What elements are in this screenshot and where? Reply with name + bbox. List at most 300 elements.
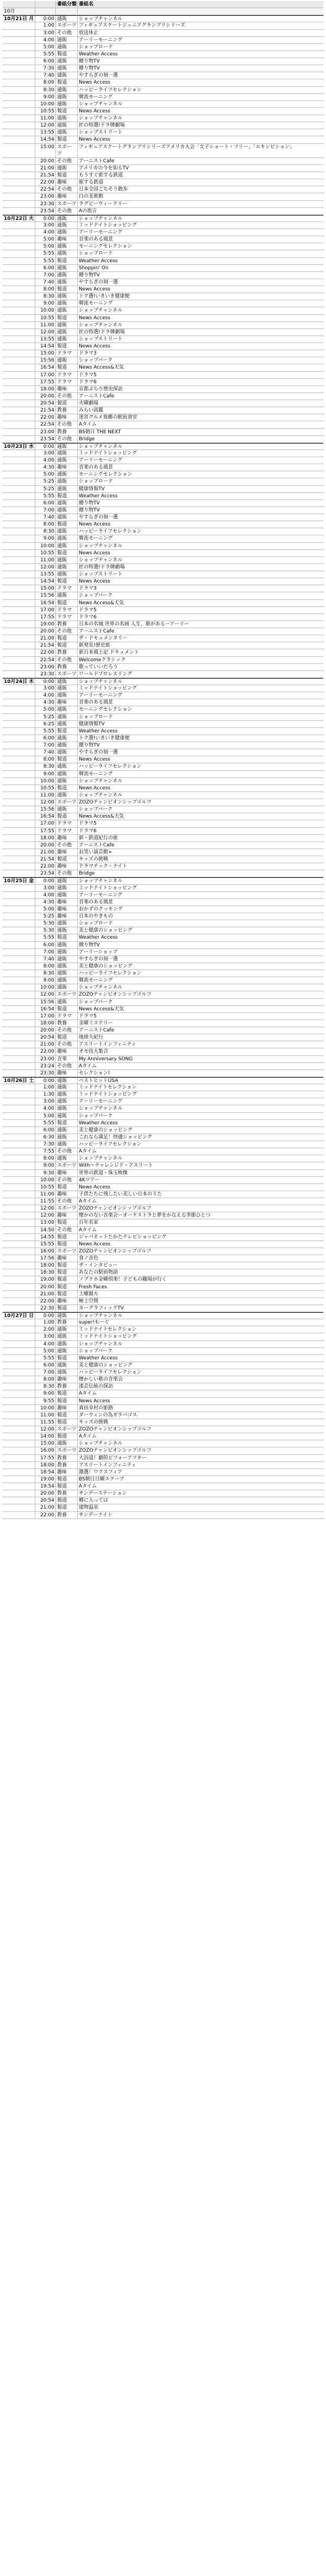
program-time: 4:00 [35,1341,56,1347]
program-time: 17:55 [35,614,56,621]
program-time: 5:25 [35,714,56,720]
program-title: やすらぎの刻一選 [79,750,118,756]
program-time: 21:54 [35,172,56,179]
program-time: 1:00 [35,1084,56,1091]
day-label [3,1219,35,1226]
day-label [3,1305,35,1312]
table-row [3,1440,323,1447]
day-label [3,792,35,799]
day-label [3,1148,35,1155]
program-title: 子供たちに残したい美しい日本のうた [79,1191,162,1197]
day-label [3,1120,35,1126]
program-title: ショップチャンネル [79,216,123,221]
day-label [3,450,35,457]
table-row [3,108,323,115]
program-time: 22:00 [35,863,56,870]
program-genre: ドラマ [56,379,78,385]
day-label [3,628,35,635]
program-genre: 通販 [56,878,78,884]
table-row [3,642,323,649]
table-row [3,699,323,706]
program-time: 22:00 [35,1512,56,1518]
program-title: ハッピーライフセレクション [79,971,142,977]
program-time: 6:00 [35,265,56,271]
program-time: 7:30 [35,65,56,72]
program-time: 16:54 [35,600,56,606]
table-row [3,1191,323,1198]
program-genre: その他 [56,30,78,36]
day-label [3,407,35,414]
program-time: 7:40 [35,749,56,756]
program-time: 21:54 [35,856,56,863]
program-genre: 通販 [56,229,78,236]
program-title: ショップチャンネル [79,985,123,991]
program-time: 0:00 [35,16,56,22]
program-title: アーリーモーニング [79,693,123,699]
day-label [3,706,35,713]
program-title: ノブナホ金曜倶楽！子どもの職場が行く [79,1277,167,1283]
program-title: ショップチャンネル [79,792,123,798]
table-row [3,1312,323,1319]
day-label [3,963,35,970]
table-row [3,1269,323,1276]
program-time: 23:30 [35,1070,56,1077]
program-title: 懐かのない音楽会ーオーケストラと夢をかなえる季節ひとつ [79,1213,211,1219]
table-row [3,956,323,963]
day-label [3,856,35,863]
table-row [3,450,323,457]
table-row [3,258,323,265]
day-label [3,1383,35,1390]
program-title: 建物温泉 [79,1505,99,1511]
program-time: 7:30 [35,1141,56,1148]
day-label [3,1105,35,1112]
table-row [3,678,323,685]
day-label [3,1390,35,1397]
program-genre: 通販 [56,1134,78,1141]
program-genre: 通販 [56,528,78,535]
program-time: 17:55 [35,1455,56,1461]
program-time: 6:00 [35,1127,56,1134]
program-title: With～チャレンジド・アスリート [79,1163,153,1169]
day-label [3,1469,35,1476]
program-title: 火曜劇場 [79,401,99,407]
program-title: 美と健康のショッピング [79,963,133,969]
program-time: 11:55 [35,1419,56,1426]
program-title: サンデーナイト [79,1512,112,1518]
day-label [3,464,35,471]
program-genre: 報道 [56,258,78,264]
program-genre: 通販 [56,115,78,122]
program-time: 14:54 [35,136,56,143]
table-row [3,293,323,300]
table-row [3,685,323,692]
program-title: アーニストCafe [79,393,115,399]
program-genre: 報道 [56,934,78,941]
program-title: 韓流モーニング [79,94,113,100]
table-row [3,44,323,51]
program-title: ショップチャンネル [79,322,123,328]
program-genre: 通販 [56,329,78,336]
program-time: 14:50 [35,1227,56,1233]
program-title: ミッドナイトショッピング [79,686,137,692]
day-label [3,265,35,271]
program-time: 10:55 [35,108,56,115]
day-label [3,778,35,784]
table-row [3,1447,323,1454]
program-genre: ドラマ [56,828,78,834]
day-label [3,372,35,378]
day-label [3,913,35,920]
program-genre: スポーツ [56,1162,78,1169]
program-title: 美と健康のショッピング [79,1362,133,1368]
table-row [3,172,323,179]
program-title: フィギュアスケートジュニアグランプリシリーズ [79,23,185,29]
program-genre: 通販 [56,307,78,314]
program-title: ショップパーク [79,1348,113,1354]
table-row [3,379,323,386]
table-row [3,1433,323,1440]
program-title: ハッピーライフセレクション [79,1142,142,1148]
program-title: 韓流モーニング [79,301,113,307]
program-time: 23:00 [35,193,56,200]
program-title: アーリーモーニング [79,1099,123,1105]
table-row [3,37,323,44]
program-time: 18:00 [35,1020,56,1027]
program-time: 22:00 [35,1048,56,1055]
program-time: 7:00 [35,1369,56,1376]
day-label: 10月25日 金 [3,878,35,884]
program-time: 5:00 [35,1113,56,1119]
program-title: ドラマ3 [79,351,97,357]
table-row [3,578,323,585]
program-title: ショップストリート [79,130,123,136]
day-label [3,621,35,628]
day-label [3,842,35,849]
program-title: News Access [79,287,110,293]
program-title: ショップロード [79,479,113,485]
day-label [3,322,35,328]
day-label [3,1091,35,1098]
table-row [3,1284,323,1291]
day-label [3,1497,35,1504]
table-row [3,236,323,243]
table-row [3,1063,323,1070]
table-row [3,671,323,678]
table-row [3,250,323,257]
day-label [3,906,35,913]
program-title: 土曜親方 [79,1291,99,1297]
table-row [3,1512,323,1519]
program-time: 19:54 [35,1483,56,1490]
program-time: 10:55 [35,785,56,792]
program-time: 10:00 [35,984,56,991]
program-genre: 通販 [56,956,78,963]
table-row [3,749,323,756]
program-genre: 教養 [56,407,78,414]
program-genre: 報道 [56,1305,78,1312]
day-label [3,692,35,699]
day-label [3,1476,35,1483]
program-time: 22:54 [35,421,56,428]
table-row [3,493,323,500]
table-row [3,429,323,436]
table-row [3,343,323,350]
program-genre: 通販 [56,222,78,229]
program-time: 10:55 [35,315,56,321]
day-label [3,771,35,777]
table-row [3,1056,323,1063]
program-time: 7:40 [35,279,56,286]
day-label: 10月26日 土 [3,1078,35,1084]
day-label [3,735,35,742]
program-time: 17:56 [35,1255,56,1262]
day-label [3,849,35,856]
program-genre: 趣味 [56,1212,78,1219]
program-genre: スポーツ [56,799,78,806]
program-title: ワールドプロレスリング [79,671,133,677]
program-title: ショップパーク [79,807,113,813]
program-time: 23:54 [35,436,56,442]
program-title: ザ・インタビュー [79,1263,118,1269]
program-time: 5:55 [35,1120,56,1126]
program-genre: 通販 [56,122,78,129]
program-genre: 通販 [56,1362,78,1369]
table-row [3,870,323,877]
program-title: News Access&天気 [79,1006,124,1012]
table-row [3,899,323,906]
program-time: 14:54 [35,578,56,585]
program-time: 23:30 [35,201,56,207]
day-label [3,72,35,79]
program-title: Weather Access [79,1355,118,1361]
day-label [3,286,35,293]
day-label [3,1191,35,1198]
program-genre: 通販 [56,279,78,286]
program-time: 8:30 [35,293,56,300]
program-title: アメリカの今を知るTV [79,165,129,171]
program-title: ドラマ5 [79,372,97,378]
day-label [3,79,35,86]
program-title: super!もーぐ [79,1320,109,1326]
program-time: 4:00 [35,892,56,898]
program-time: 17:55 [35,828,56,834]
day-label [3,671,35,678]
day-label [3,186,35,193]
table-row [3,614,323,621]
day-label [3,1398,35,1404]
program-time: 0:00 [35,878,56,884]
table-row [3,421,323,428]
day-label [3,1362,35,1369]
table-row [3,1333,323,1340]
program-time: 14:54 [35,343,56,350]
header-title: 番組名 [79,2,94,7]
program-time: 10:00 [35,778,56,784]
schedule-rows [3,15,323,1518]
program-genre: 教養 [56,429,78,435]
table-row [3,1098,323,1105]
day-label [3,300,35,307]
day-label [3,1205,35,1212]
table-row [3,101,323,108]
program-title: ショップチャンネル [79,1313,123,1319]
program-genre: 通販 [56,557,78,564]
table-row [3,1504,323,1511]
program-title: ショップチャンネル [79,1156,123,1162]
day-label [3,1269,35,1276]
program-title: 4Kツアー [79,1177,100,1183]
program-genre: 通販 [56,471,78,478]
program-title: Aタイム [79,1149,97,1155]
program-title: 激選！ワクスフィア [79,1469,123,1475]
table-row [3,471,323,478]
program-title: Shoppin' On [79,265,109,271]
program-time: 1:00 [35,22,56,29]
program-title: トク選!いきいき健康便 [79,735,130,741]
table-row [3,286,323,293]
day-label [3,749,35,756]
table-row [3,621,323,628]
program-time: 5:25 [35,478,56,485]
day-label [3,1006,35,1012]
table-row [3,1390,323,1397]
day-label [3,293,35,300]
table-row [3,1419,323,1426]
program-time: 21:00 [35,165,56,172]
program-time: 8:30 [35,763,56,770]
program-title: ショップロード [79,921,113,927]
program-genre: 通販 [56,742,78,749]
table-row [3,1234,323,1241]
table-row [3,1248,323,1255]
table-row [3,1070,323,1077]
table-row [3,1412,323,1419]
table-row [3,706,323,713]
table-row [3,1184,323,1191]
day-label [3,1490,35,1497]
table-row [3,300,323,307]
program-time: 23:54 [35,870,56,877]
program-title: 白の美術館 [79,194,104,200]
program-time: 0:00 [35,444,56,450]
program-time: 10:55 [35,1184,56,1191]
program-title: ショップロード [79,714,113,720]
table-row [3,407,323,414]
program-title: Weather Access [79,493,118,499]
program-time: 21:00 [35,1504,56,1511]
program-time: 6:00 [35,1362,56,1369]
program-title: ショップチャンネル [79,16,123,22]
table-row [3,543,323,550]
day-label [3,728,35,735]
program-title: Fresh Faces [79,1284,107,1290]
program-title: 懐かしい歌の音楽会 [79,1377,123,1383]
program-genre: 通販 [56,771,78,777]
program-title: あなたの駅前物語 [79,1270,118,1276]
program-genre: 報道 [56,1412,78,1419]
program-title: Bridge [79,871,95,877]
day-label [3,991,35,998]
day-label [3,457,35,464]
table-row [3,136,323,143]
program-title: Weather Access [79,935,118,941]
program-time: 12:00 [35,564,56,571]
program-genre: 通販 [56,1369,78,1376]
table-row [3,436,323,443]
program-title: 贈り物TV [79,500,100,506]
program-time: 6:00 [35,58,56,65]
program-genre: 通販 [56,1155,78,1162]
table-row [3,571,323,578]
day-label [3,1333,35,1340]
table-row [3,350,323,357]
program-genre: 通販 [56,357,78,364]
program-time: 5:55 [35,493,56,499]
program-title: ショップストリート [79,336,123,342]
program-title: Aタイム [79,1391,97,1397]
program-title: サンデーステーション [79,1491,127,1497]
table-row [3,158,323,165]
program-time: 18:00 [35,835,56,841]
table-row [3,1013,323,1020]
program-genre: 教養 [56,1512,78,1518]
program-title: ダーウィンの為ガラパゴス [79,1412,137,1418]
day-label [3,250,35,257]
day-label [3,486,35,492]
program-time: 10:00 [35,1405,56,1412]
day-label [3,1027,35,1034]
program-genre: その他 [56,393,78,400]
program-genre: 通販 [56,250,78,257]
program-genre: 趣味 [56,414,78,421]
program-time: 6:00 [35,735,56,742]
program-title: 音楽のある風景 [79,237,114,243]
program-time: 0:00 [35,679,56,685]
program-genre: 報道 [56,813,78,820]
program-title: 郷に入っては [79,1498,109,1504]
table-row [3,179,323,186]
program-genre: スポーツ [56,201,78,207]
program-genre: 報道 [56,1398,78,1404]
program-title: アーニストCafe [79,629,115,635]
program-time: 15:56 [35,357,56,364]
program-genre: 通販 [56,450,78,457]
program-genre: 教養 [56,1462,78,1469]
program-genre: 趣味 [56,1405,78,1412]
program-genre: 報道 [56,1284,78,1290]
program-time: 18:30 [35,1269,56,1276]
day-label [3,835,35,841]
program-time: 9:00 [35,1390,56,1397]
table-row [3,1291,323,1298]
program-title: 新日本風土記 ドキュメント [79,650,139,656]
program-time: 4:00 [35,37,56,43]
day-label [3,514,35,521]
program-genre: 通販 [56,792,78,799]
program-time: 18:00 [35,1462,56,1469]
program-time: 21:00 [35,635,56,642]
program-genre: 通販 [56,892,78,898]
program-genre: 通販 [56,927,78,934]
table-row [3,1426,323,1433]
program-time: 20:00 [35,842,56,849]
program-time: 15:00 [35,1440,56,1447]
program-genre: 報道 [56,856,78,863]
program-time: 5:25 [35,486,56,492]
program-time: 15:56 [35,999,56,1005]
program-genre: 通販 [56,1078,78,1084]
